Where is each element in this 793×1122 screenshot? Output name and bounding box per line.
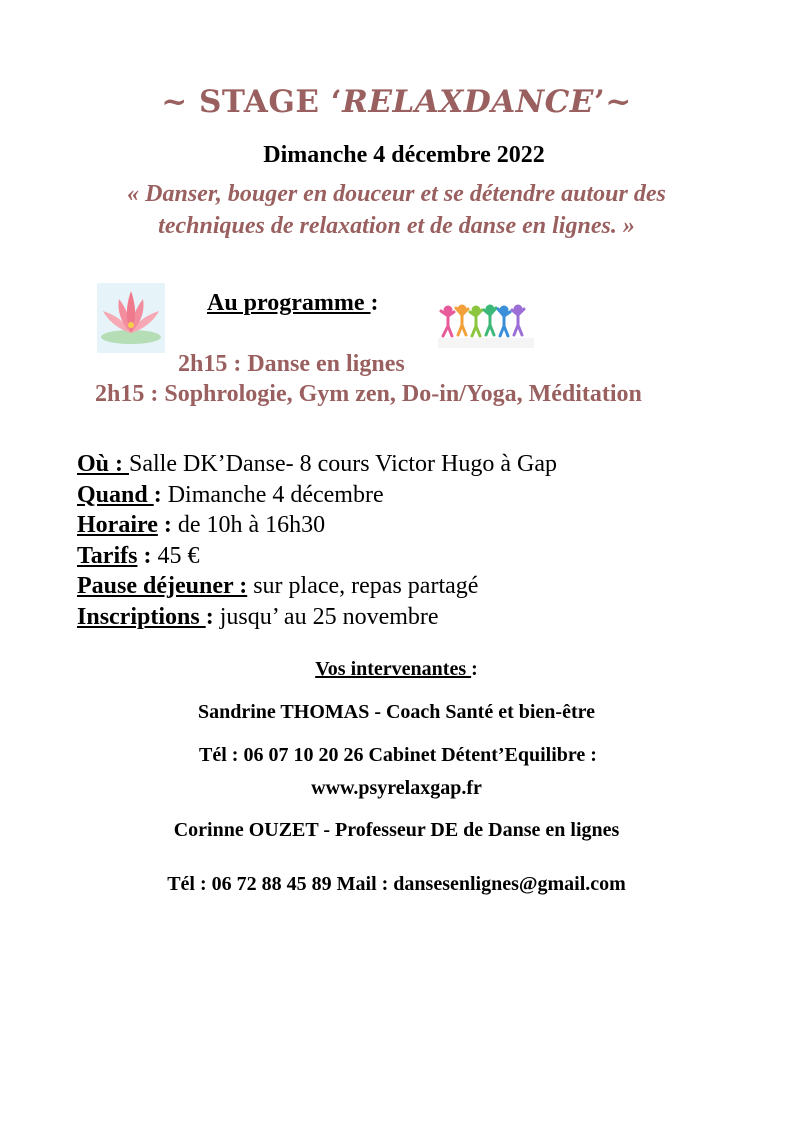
info-row-where	[77, 449, 557, 480]
programme-heading-text: Au programme	[207, 290, 371, 316]
info-colon: :	[137, 542, 158, 569]
info-label: Inscriptions	[77, 603, 206, 630]
dancers-icon	[438, 300, 534, 350]
event-date: Dimanche 4 décembre 2022	[263, 142, 545, 168]
info-row-schedule	[77, 510, 557, 541]
intervenantes-heading-colon: :	[471, 658, 478, 680]
info-label: Horaire	[77, 512, 158, 538]
programme-item: 2h15 : Danse en lignes	[178, 351, 405, 377]
title-suffix: ’~	[593, 84, 632, 120]
title-name: RELAXDANCE	[342, 84, 594, 120]
quote-line: « Danser, bouger en douceur et se détendre autour des	[127, 181, 666, 207]
page-title	[0, 84, 793, 120]
info-value: de 10h à 16h30	[177, 512, 326, 538]
intervenantes-heading-text: Vos intervenantes	[315, 658, 472, 680]
info-colon: :	[157, 512, 178, 538]
info-colon: :	[153, 481, 168, 508]
info-value: 45 €	[157, 542, 200, 569]
info-value: Dimanche 4 décembre	[167, 481, 384, 508]
info-row-registration	[77, 602, 557, 633]
info-row-when	[77, 480, 557, 511]
info-value: jusqu’ au 25 novembre	[219, 603, 439, 630]
info-value: Salle DK’Danse- 8 cours Victor Hugo à Gap	[129, 451, 558, 477]
intervenante-line: Sandrine THOMAS - Coach Santé et bien-être	[197, 701, 596, 723]
intervenante-line: Tél : 06 07 10 20 26 Cabinet Détent’Equilibre :	[199, 744, 597, 766]
intervenante-line: Corinne OUZET - Professeur DE de Danse en lignes	[173, 819, 620, 841]
website-link[interactable]: www.psyrelaxgap.fr	[311, 777, 482, 799]
event-info-list	[77, 449, 557, 632]
info-value: sur place, repas partagé	[253, 573, 479, 599]
contact-line: Tél : 06 72 88 45 89 Mail : dansesenlignes@gmail.com	[167, 873, 626, 895]
quote-line: techniques de relaxation et de danse en lignes. »	[158, 213, 635, 239]
info-label: Tarifs	[77, 542, 138, 569]
lotus-flower-icon	[97, 283, 165, 353]
info-row-price	[77, 541, 557, 572]
info-label: Pause déjeuner :	[77, 573, 248, 599]
title-prefix: ~ STAGE ‘	[161, 84, 343, 120]
intervenantes-heading	[0, 658, 793, 681]
event-quote	[0, 178, 793, 242]
programme-heading	[207, 290, 379, 317]
info-label: Quand	[77, 481, 154, 508]
programme-item: 2h15 : Sophrologie, Gym zen, Do-in/Yoga, Méditation	[95, 381, 642, 407]
programme-heading-colon: :	[370, 290, 379, 316]
info-row-lunch	[77, 571, 557, 602]
info-colon: :	[205, 603, 220, 630]
info-label: Où :	[77, 451, 130, 477]
